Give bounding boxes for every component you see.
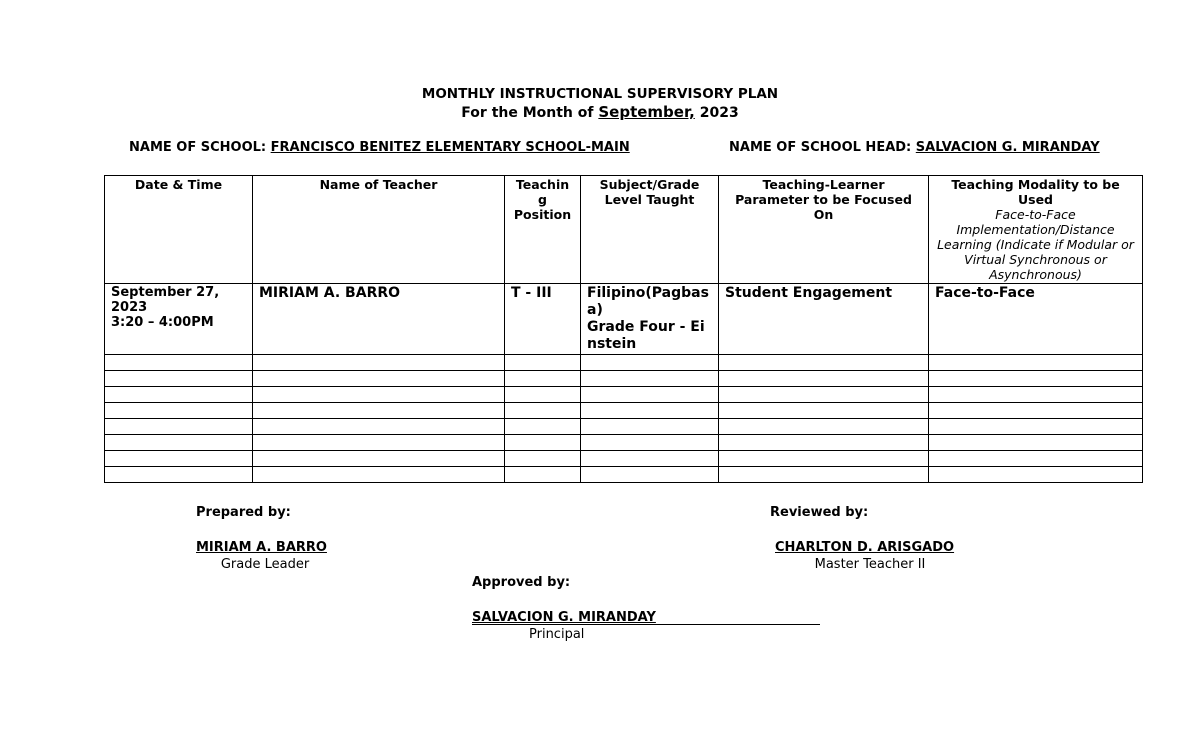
header-date: Date & Time	[105, 176, 253, 284]
table-row	[105, 419, 1143, 435]
school-value: FRANCISCO BENITEZ ELEMENTARY SCHOOL-MAIN	[270, 140, 630, 155]
signature-line	[472, 624, 820, 625]
school-name-line	[129, 140, 630, 155]
date-line: September 27,	[111, 285, 220, 300]
subtitle-month: September,	[598, 103, 695, 121]
grade-line: Grade Four - Einstein	[587, 319, 705, 352]
school-label: NAME OF SCHOOL:	[129, 140, 271, 155]
header-parameter: Teaching-Learner Parameter to be Focused On	[719, 176, 929, 284]
cell-subject	[581, 284, 719, 355]
subtitle-year: 2023	[694, 105, 739, 121]
time-line: 3:20 – 4:00PM	[111, 315, 214, 330]
school-head-value: SALVACION G. MIRANDAY	[915, 140, 1100, 155]
header-modality-title: Teaching Modality to be Used	[951, 177, 1120, 207]
table-row	[105, 371, 1143, 387]
prepared-by-name: MIRIAM A. BARRO	[196, 540, 327, 555]
table-row	[105, 284, 1143, 355]
subject-line: Filipino(Pagbasa)	[587, 285, 709, 318]
prepared-by-label: Prepared by:	[196, 505, 291, 520]
approved-by-name: SALVACION G. MIRANDAY	[472, 610, 656, 625]
header-modality	[929, 176, 1143, 284]
document-title: MONTHLY INSTRUCTIONAL SUPERVISORY PLAN	[421, 86, 779, 102]
header-position: Teachin g Position	[505, 176, 581, 284]
prepared-by-role: Grade Leader	[220, 557, 310, 572]
approved-by-label: Approved by:	[472, 575, 571, 590]
reviewed-by-label: Reviewed by:	[770, 505, 869, 520]
cell-date	[105, 284, 253, 355]
table-header-row	[105, 176, 1143, 284]
school-head-line	[729, 140, 1100, 155]
header-modality-hint: Face-to-Face Implementation/Distance Learning (Indicate if Modular or Virtual Synchronous or Asynchronous)	[937, 207, 1134, 282]
table-row	[105, 451, 1143, 467]
header-teacher: Name of Teacher	[253, 176, 505, 284]
cell-modality: Face-to-Face	[929, 284, 1143, 355]
cell-teacher: MIRIAM A. BARRO	[253, 284, 505, 355]
subtitle-prefix: For the Month of	[461, 105, 599, 121]
approved-by-role: Principal	[529, 627, 585, 642]
cell-position: T - III	[505, 284, 581, 355]
reviewed-by-role: Master Teacher II	[814, 557, 926, 572]
cell-parameter: Student Engagement	[719, 284, 929, 355]
supervisory-plan-table	[104, 175, 1143, 483]
school-head-label: NAME OF SCHOOL HEAD:	[729, 140, 916, 155]
table-row	[105, 403, 1143, 419]
table-row	[105, 387, 1143, 403]
table-row	[105, 467, 1143, 483]
table-row	[105, 435, 1143, 451]
table-row	[105, 355, 1143, 371]
header-subject: Subject/Grade Level Taught	[581, 176, 719, 284]
document-subtitle	[0, 103, 1200, 121]
date-line: 2023	[111, 300, 148, 315]
reviewed-by-name: CHARLTON D. ARISGADO	[775, 540, 955, 555]
